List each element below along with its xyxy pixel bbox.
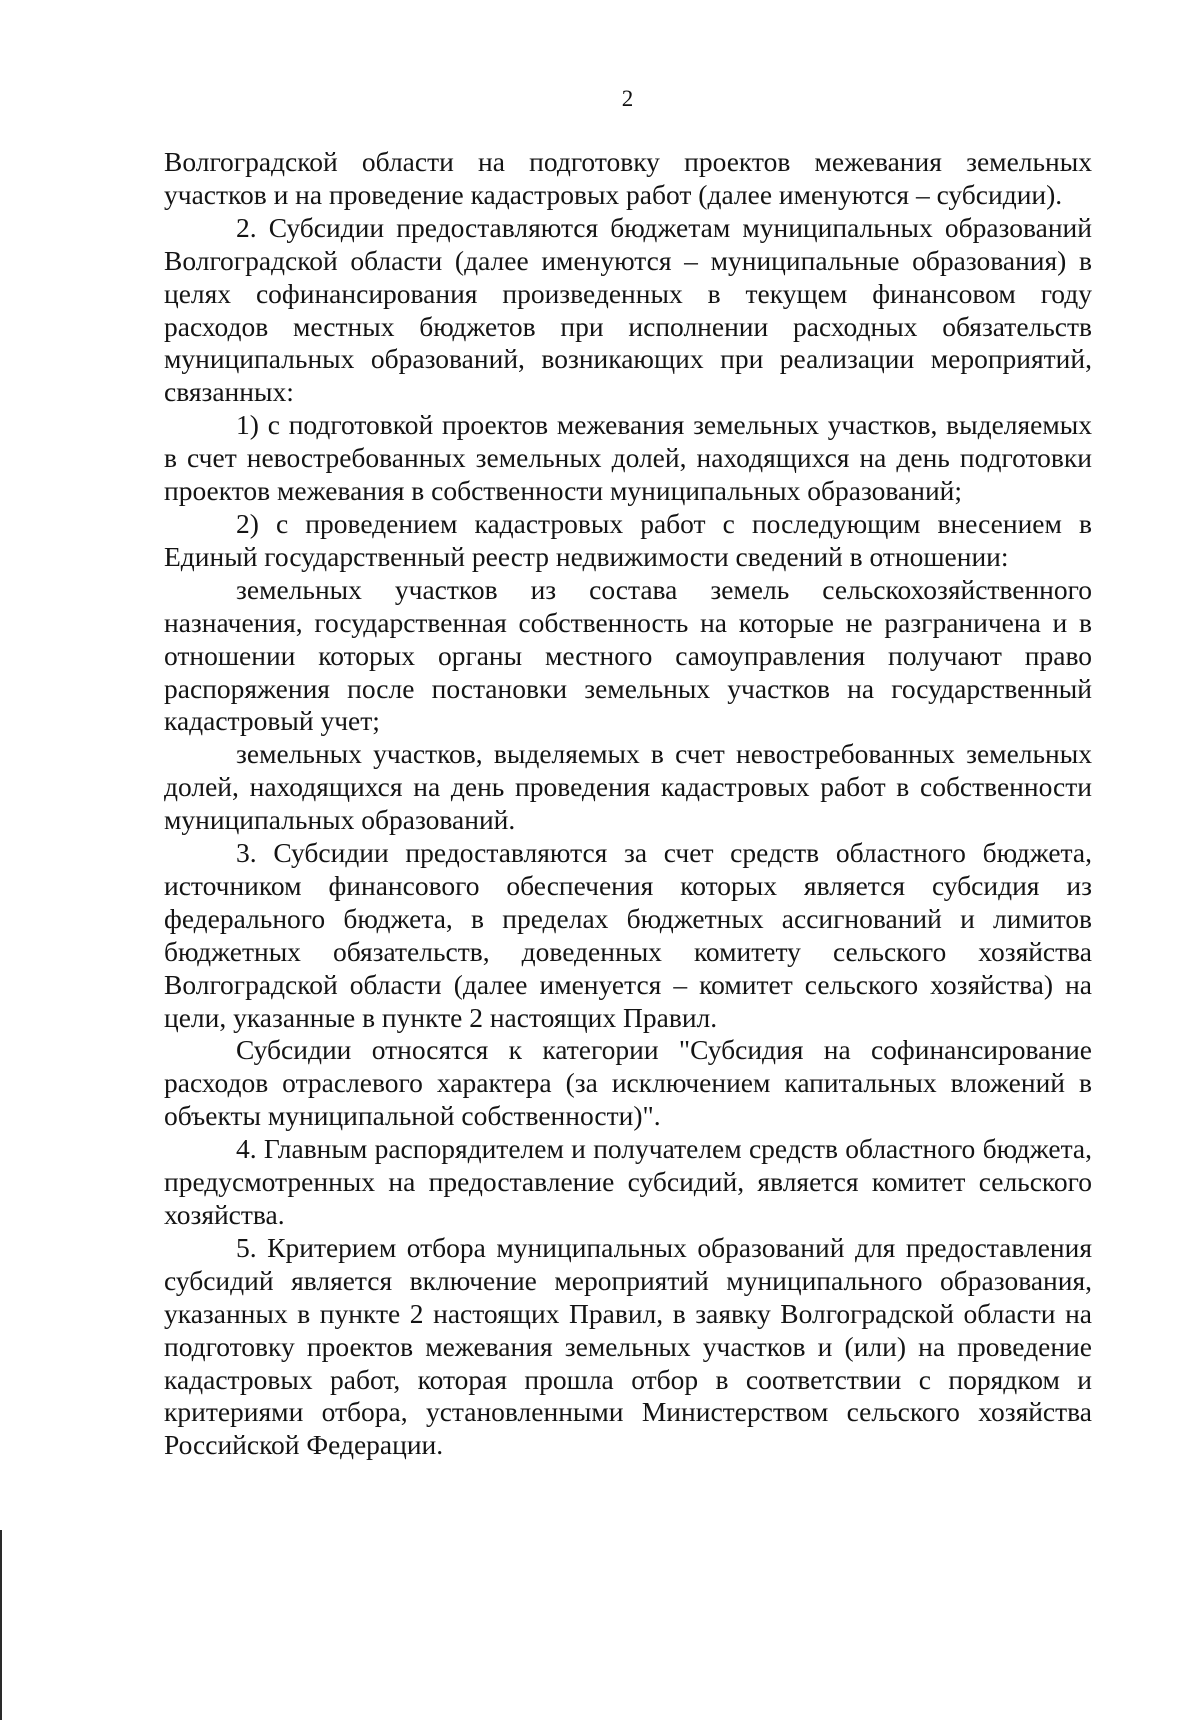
paragraph-item-4: 4. Главным распорядителем и получателем средств областного бюджета, предусмотренных на предоставление субсидий, является комитет сельского хозяйства.	[164, 1133, 1092, 1230]
paragraph-item-2: 2. Субсидии предоставляются бюджетам муниципальных образований Волгоградской области (далее именуются – муниципальные образования) в целях софинансирования произведенных в текущем финансовом году расходов местных бюджетов при исполнении расходных обязательств муниципальных образований, возникающих при реализации мероприятий, связанных:	[164, 211, 1092, 408]
paragraph-item-3: 3. Субсидии предоставляются за счет средств областного бюджета, источником финансового обеспечения которых является субсидия из федерального бюджета, в пределах бюджетных ассигнований и лимитов бюджетных обязательств, доведенных комитету сельского хозяйства Волгоградской области (далее именуется – комитет сельского хозяйства) на цели, указанные в пункте 2 настоящих Правил.	[164, 837, 1092, 1033]
page-number: 2	[621, 86, 634, 111]
paragraph-land-plots-agricultural: земельных участков из состава земель сельскохозяйственного назначения, государственная собственность на которые не разграничена и в отношении которых органы местного самоуправления получают право распоряжения после постановки земельных участков на государственный кадастровый учет;	[164, 573, 1092, 737]
scan-edge-line	[0, 1530, 2, 1720]
paragraph-subitem-2: 2) с проведением кадастровых работ с последующим внесением в Единый государственный реестр недвижимости сведений в отношении:	[164, 507, 1092, 572]
paragraph-land-plots-unclaimed: земельных участков, выделяемых в счет невостребованных земельных долей, находящихся на день проведения кадастровых работ в собственности муниципальных образований.	[164, 738, 1092, 836]
paragraph-continuation: Волгоградской области на подготовку проектов межевания земельных участков и на проведение кадастровых работ (далее именуются – субсидии).	[164, 146, 1092, 210]
document-body	[164, 146, 1092, 1462]
paragraph-subitem-1: 1) с подготовкой проектов межевания земельных участков, выделяемых в счет невостребованных земельных долей, находящихся на день подготовки проектов межевания в собственности муниципальных образований;	[164, 409, 1092, 507]
paragraph-item-5: 5. Критерием отбора муниципальных образований для предоставления субсидий является включение мероприятий муниципального образования, указанных в пункте 2 настоящих Правил, в заявку Волгоградской области на подготовку проектов межевания земельных участков и (или) на проведение кадастровых работ, которая прошла отбор в соответствии с порядком и критериями отбора, установленными Министерством сельского хозяйства Российской Федерации.	[164, 1231, 1092, 1461]
paragraph-subsidy-category: Субсидии относятся к категории "Субсидия на софинансирование расходов отраслевого характера (за исключением капитальных вложений в объекты муниципальной собственности)".	[164, 1034, 1092, 1132]
